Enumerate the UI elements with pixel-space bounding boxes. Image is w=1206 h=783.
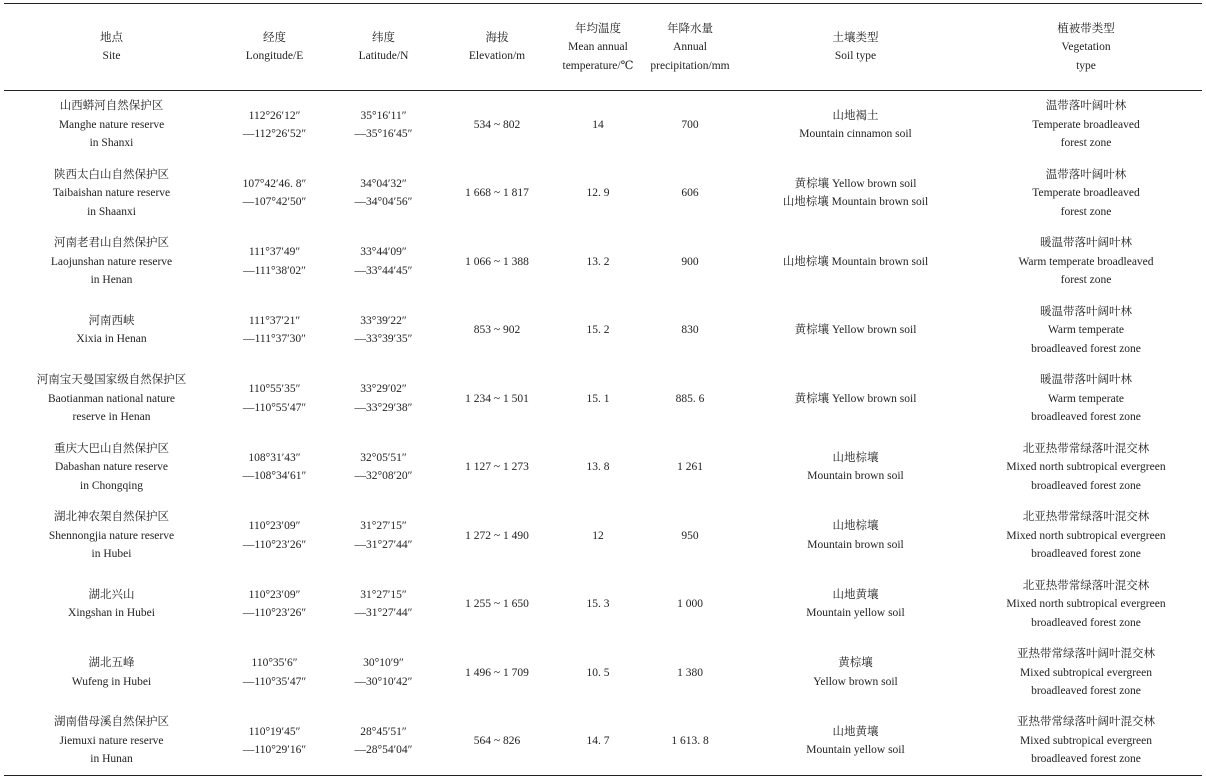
cell-temperature <box>557 228 639 297</box>
cell-precipitation <box>639 570 741 639</box>
table-header-row <box>4 4 1202 91</box>
column-header-zh: 纬度 <box>372 30 395 44</box>
cell-line: 亚热带常绿落叶阔叶混交林 <box>1017 716 1155 729</box>
cell-soil <box>741 159 970 228</box>
table-row <box>4 502 1202 571</box>
cell-longitude <box>219 433 330 502</box>
table-row <box>4 91 1202 160</box>
cell-line: —107°42′50″ <box>242 196 307 209</box>
cell-line: Manghe nature reserve <box>58 118 165 131</box>
cell-line: Mountain brown soil <box>807 538 904 551</box>
cell-line: Wufeng in Hubei <box>71 675 152 688</box>
cell-line: 重庆大巴山自然保护区 <box>54 442 169 455</box>
cell-line: 112°26′12″ <box>248 109 301 122</box>
cell-line: reserve in Henan <box>72 411 151 423</box>
cell-line: 黄棕壤 Yellow brown soil <box>794 177 917 190</box>
cell-line: 山地黄壤 <box>832 588 879 601</box>
cell-line: 亚热带常绿落叶阔叶混交林 <box>1017 648 1155 660</box>
column-header-en: Soil type <box>834 50 877 62</box>
table-row <box>4 433 1202 502</box>
cell-vegetation <box>970 159 1202 228</box>
cell-temperature <box>557 707 639 776</box>
cell-line: in Hunan <box>90 753 133 766</box>
cell-precipitation <box>639 365 741 434</box>
cell-line: 33°39′22″ <box>360 314 407 327</box>
cell-value: 1 066 ~ 1 388 <box>465 255 529 268</box>
cell-vegetation <box>970 570 1202 639</box>
cell-vegetation <box>970 296 1202 365</box>
column-header-en: type <box>1076 59 1096 72</box>
column-header-temperature <box>557 4 639 91</box>
cell-line: Temperate broadleaved <box>1032 118 1140 131</box>
cell-latitude <box>330 433 437 502</box>
cell-line: 温带落叶阔叶林 <box>1045 100 1127 113</box>
cell-temperature <box>557 91 639 160</box>
cell-soil <box>741 707 970 776</box>
cell-line: 31°27′15″ <box>360 520 407 533</box>
cell-line: 北亚热带常绿落叶混交林 <box>1022 579 1150 592</box>
cell-line: 110°19′45″ <box>248 725 301 738</box>
cell-line: 山地棕壤 <box>832 520 879 533</box>
cell-value: 15. 3 <box>586 598 610 610</box>
cell-latitude <box>330 707 437 776</box>
cell-value: 13. 2 <box>586 255 610 268</box>
cell-line: 北亚热带常绿落叶混交林 <box>1022 511 1150 523</box>
cell-line: —35°16′45″ <box>354 128 413 140</box>
cell-vegetation <box>970 433 1202 502</box>
cell-line: 暖温带落叶阔叶林 <box>1040 305 1132 318</box>
cell-line: 湖南借母溪自然保护区 <box>54 716 169 729</box>
column-header-zh: 海拔 <box>485 30 509 44</box>
column-header-en: Mean annual <box>568 40 628 53</box>
cell-latitude <box>330 91 437 160</box>
cell-latitude <box>330 502 437 571</box>
cell-line: 110°35′6″ <box>251 657 298 670</box>
cell-latitude <box>330 365 437 434</box>
table-row <box>4 159 1202 228</box>
column-header-zh: 地点 <box>100 30 123 44</box>
cell-line: Dabashan nature reserve <box>54 461 169 473</box>
cell-line: 33°29′02″ <box>360 383 407 396</box>
cell-latitude <box>330 639 437 708</box>
column-header-zh: 植被带类型 <box>1057 20 1115 35</box>
cell-line: 110°55′35″ <box>248 383 301 396</box>
cell-line: Shennongjia nature reserve <box>48 529 175 542</box>
cell-elevation <box>437 365 557 434</box>
cell-line: 河南宝天曼国家级自然保护区 <box>36 374 187 386</box>
column-header-elevation <box>437 4 557 91</box>
cell-precipitation <box>639 433 741 502</box>
cell-line: Mixed north subtropical evergreen <box>1006 598 1166 610</box>
cell-precipitation <box>639 228 741 297</box>
cell-line: —110°23′26″ <box>242 607 307 620</box>
cell-line: Xixia in Henan <box>76 333 147 346</box>
cell-site <box>4 502 219 571</box>
cell-line: Mountain brown soil <box>807 470 904 483</box>
cell-value: 1 496 ~ 1 709 <box>465 666 529 679</box>
cell-line: Laojunshan nature reserve <box>50 255 173 268</box>
table-row <box>4 365 1202 434</box>
cell-line: —111°38′02″ <box>243 264 306 277</box>
cell-line: 河南西峡 <box>88 314 135 327</box>
column-header-zh: 年降水量 <box>667 20 713 35</box>
column-header-longitude <box>219 4 330 91</box>
cell-line: —30°10′42″ <box>354 675 413 688</box>
column-header-en: Vegetation <box>1061 40 1111 53</box>
cell-line: —31°27′44″ <box>354 607 413 620</box>
cell-line: —110°55′47″ <box>242 401 307 414</box>
cell-precipitation <box>639 639 741 708</box>
cell-longitude <box>219 502 330 571</box>
cell-temperature <box>557 296 639 365</box>
cell-elevation <box>437 91 557 160</box>
cell-line: Warm temperate <box>1047 324 1125 336</box>
cell-longitude <box>219 296 330 365</box>
cell-line: 湖北兴山 <box>88 588 135 601</box>
cell-elevation <box>437 570 557 639</box>
cell-line: 暖温带落叶阔叶林 <box>1040 237 1132 249</box>
cell-value: 12 <box>592 529 604 542</box>
cell-line: 温带落叶阔叶林 <box>1045 168 1127 181</box>
cell-value: 1 272 ~ 1 490 <box>465 529 529 542</box>
cell-soil <box>741 502 970 571</box>
cell-soil <box>741 91 970 160</box>
cell-value: 606 <box>681 187 699 199</box>
cell-soil <box>741 296 970 365</box>
cell-longitude <box>219 639 330 708</box>
cell-value: 1 261 <box>677 461 703 473</box>
cell-line: 黄棕壤 Yellow brown soil <box>794 324 917 336</box>
cell-line: forest zone <box>1060 137 1112 150</box>
cell-precipitation <box>639 502 741 571</box>
cell-latitude <box>330 570 437 639</box>
cell-temperature <box>557 502 639 571</box>
cell-line: 35°16′11″ <box>360 109 407 122</box>
cell-longitude <box>219 570 330 639</box>
cell-line: —110°23′26″ <box>242 538 307 551</box>
cell-line: Yellow brown soil <box>813 675 898 688</box>
cell-line: Mixed north subtropical evergreen <box>1006 529 1166 542</box>
cell-line: broadleaved forest zone <box>1031 548 1141 560</box>
cell-line: —32°08′20″ <box>354 470 413 483</box>
cell-elevation <box>437 159 557 228</box>
cell-site <box>4 159 219 228</box>
column-header-vegetation <box>970 4 1202 91</box>
cell-line: 湖北五峰 <box>88 657 135 670</box>
cell-line: —110°29′16″ <box>242 744 307 756</box>
column-header-zh: 经度 <box>263 30 286 44</box>
cell-line: Mountain yellow soil <box>806 744 905 756</box>
cell-line: 111°37′21″ <box>248 314 301 327</box>
cell-latitude <box>330 159 437 228</box>
cell-line: Baotianman national nature <box>47 392 176 405</box>
cell-longitude <box>219 91 330 160</box>
cell-line: broadleaved forest zone <box>1031 411 1141 423</box>
cell-temperature <box>557 639 639 708</box>
cell-line: 33°44′09″ <box>360 246 407 259</box>
site-characteristics-table <box>4 3 1202 776</box>
cell-value: 1 255 ~ 1 650 <box>465 598 529 610</box>
table-header <box>4 4 1202 91</box>
cell-line: Jiemuxi nature reserve <box>59 734 164 747</box>
column-header-soil <box>741 4 970 91</box>
cell-elevation <box>437 228 557 297</box>
table-row <box>4 639 1202 708</box>
cell-longitude <box>219 228 330 297</box>
cell-site <box>4 433 219 502</box>
cell-vegetation <box>970 707 1202 776</box>
cell-soil <box>741 365 970 434</box>
column-header-zh: 土壤类型 <box>832 30 879 44</box>
cell-site <box>4 570 219 639</box>
cell-line: broadleaved forest zone <box>1031 685 1141 697</box>
column-header-en: Annual <box>673 40 707 53</box>
cell-vegetation <box>970 228 1202 297</box>
cell-elevation <box>437 639 557 708</box>
cell-line: 山地褐土 <box>832 109 879 122</box>
cell-site <box>4 365 219 434</box>
cell-value: 1 380 <box>677 666 703 679</box>
cell-value: 15. 2 <box>586 324 610 336</box>
column-header-site <box>4 4 219 91</box>
cell-line: 111°37′49″ <box>248 246 301 259</box>
cell-value: 1 234 ~ 1 501 <box>465 392 529 405</box>
cell-value: 14. 7 <box>586 734 610 747</box>
cell-value: 900 <box>681 255 699 268</box>
cell-line: forest zone <box>1060 205 1112 218</box>
cell-elevation <box>437 707 557 776</box>
cell-line: Mixed north subtropical evergreen <box>1006 461 1166 473</box>
cell-line: —34°04′56″ <box>354 196 413 209</box>
cell-line: broadleaved forest zone <box>1031 753 1141 766</box>
cell-line: in Shanxi <box>89 137 134 150</box>
table-body <box>4 91 1202 776</box>
cell-site <box>4 228 219 297</box>
column-header-en: temperature/℃ <box>562 59 634 72</box>
cell-line: Mixed subtropical evergreen <box>1020 734 1152 747</box>
table-row <box>4 570 1202 639</box>
cell-line: 黄棕壤 <box>838 657 873 670</box>
cell-soil <box>741 639 970 708</box>
cell-value: 15. 1 <box>586 392 610 405</box>
cell-line: 山西蟒河自然保护区 <box>59 100 164 113</box>
cell-line: Warm temperate <box>1047 392 1125 405</box>
cell-line: 34°04′32″ <box>360 177 407 190</box>
cell-line: —112°26′52″ <box>242 128 307 140</box>
cell-line: broadleaved forest zone <box>1031 616 1141 629</box>
cell-elevation <box>437 433 557 502</box>
cell-value: 1 127 ~ 1 273 <box>465 461 529 473</box>
table-row <box>4 228 1202 297</box>
table-row <box>4 296 1202 365</box>
cell-value: 1 668 ~ 1 817 <box>465 187 529 199</box>
cell-site <box>4 296 219 365</box>
cell-site <box>4 91 219 160</box>
column-header-latitude <box>330 4 437 91</box>
cell-line: —108°34′61″ <box>242 470 307 483</box>
cell-soil <box>741 228 970 297</box>
cell-line: 山地黄壤 <box>832 725 879 738</box>
cell-line: 32°05′51″ <box>360 451 407 464</box>
cell-value: 885. 6 <box>675 392 705 405</box>
cell-latitude <box>330 296 437 365</box>
cell-value: 950 <box>681 529 699 542</box>
cell-elevation <box>437 296 557 365</box>
cell-value: 534 ~ 802 <box>473 118 521 131</box>
cell-line: 北亚热带常绿落叶混交林 <box>1022 442 1150 455</box>
cell-longitude <box>219 159 330 228</box>
cell-longitude <box>219 365 330 434</box>
cell-vegetation <box>970 365 1202 434</box>
cell-line: Mountain cinnamon soil <box>799 128 912 140</box>
cell-line: 山地棕壤 Mountain brown soil <box>782 196 929 209</box>
cell-site <box>4 639 219 708</box>
cell-elevation <box>437 502 557 571</box>
cell-value: 1 613. 8 <box>671 734 709 747</box>
cell-line: in Shaanxi <box>87 205 136 218</box>
cell-longitude <box>219 707 330 776</box>
cell-value: 830 <box>681 324 699 336</box>
cell-precipitation <box>639 707 741 776</box>
column-header-en: Latitude/N <box>358 50 409 62</box>
cell-value: 700 <box>681 118 699 131</box>
cell-precipitation <box>639 296 741 365</box>
cell-line: broadleaved forest zone <box>1031 342 1141 355</box>
cell-line: 30°10′9″ <box>363 657 404 670</box>
cell-temperature <box>557 365 639 434</box>
cell-line: Taibaishan nature reserve <box>52 187 171 199</box>
cell-line: 110°23′09″ <box>248 520 301 533</box>
cell-value: 10. 5 <box>586 666 610 679</box>
cell-vegetation <box>970 91 1202 160</box>
cell-line: 110°23′09″ <box>248 588 301 601</box>
cell-site <box>4 707 219 776</box>
column-header-en: Longitude/E <box>245 50 304 62</box>
cell-line: 山地棕壤 <box>832 451 879 464</box>
cell-line: —31°27′44″ <box>354 538 413 551</box>
cell-line: 黄棕壤 Yellow brown soil <box>794 392 917 405</box>
cell-vegetation <box>970 639 1202 708</box>
cell-vegetation <box>970 502 1202 571</box>
column-header-en: Elevation/m <box>468 50 526 62</box>
cell-line: 山地棕壤 Mountain brown soil <box>782 255 929 268</box>
cell-line: broadleaved forest zone <box>1031 479 1141 492</box>
cell-precipitation <box>639 91 741 160</box>
cell-precipitation <box>639 159 741 228</box>
cell-line: Temperate broadleaved <box>1032 187 1140 199</box>
cell-line: —28°54′04″ <box>354 744 413 756</box>
cell-line: 暖温带落叶阔叶林 <box>1040 374 1132 386</box>
cell-line: 湖北神农架自然保护区 <box>54 511 169 523</box>
cell-line: 28°45′51″ <box>360 725 407 738</box>
cell-value: 13. 8 <box>586 461 610 473</box>
cell-line: in Henan <box>90 274 133 286</box>
cell-line: in Hubei <box>91 548 132 560</box>
table-row <box>4 707 1202 776</box>
cell-line: 陕西太白山自然保护区 <box>54 168 169 181</box>
cell-line: —33°39′35″ <box>354 333 413 346</box>
cell-latitude <box>330 228 437 297</box>
cell-line: Xingshan in Hubei <box>68 607 155 620</box>
cell-value: 1 000 <box>677 598 703 610</box>
cell-line: Warm temperate broadleaved <box>1018 255 1154 268</box>
cell-line: Mixed subtropical evergreen <box>1020 666 1152 679</box>
cell-line: in Chongqing <box>80 479 143 492</box>
cell-line: 31°27′15″ <box>360 588 407 601</box>
column-header-en: Site <box>102 50 121 62</box>
cell-soil <box>741 570 970 639</box>
cell-line: —33°29′38″ <box>354 401 413 414</box>
cell-value: 12. 9 <box>586 187 610 199</box>
cell-value: 853 ~ 902 <box>473 324 521 336</box>
cell-line: —111°37′30″ <box>243 333 306 346</box>
cell-temperature <box>557 159 639 228</box>
column-header-zh: 年均温度 <box>575 20 621 35</box>
cell-line: Mountain yellow soil <box>806 607 905 620</box>
column-header-precipitation <box>639 4 741 91</box>
cell-line: 107°42′46. 8″ <box>242 177 307 190</box>
column-header-en: precipitation/mm <box>650 59 730 72</box>
cell-temperature <box>557 433 639 502</box>
cell-line: 108°31′43″ <box>248 451 301 464</box>
cell-line: forest zone <box>1060 274 1112 286</box>
cell-line: 河南老君山自然保护区 <box>54 237 169 249</box>
cell-soil <box>741 433 970 502</box>
cell-line: —110°35′47″ <box>242 675 307 688</box>
cell-value: 564 ~ 826 <box>473 734 521 747</box>
cell-value: 14 <box>592 118 604 131</box>
cell-temperature <box>557 570 639 639</box>
cell-line: —33°44′45″ <box>354 264 413 277</box>
